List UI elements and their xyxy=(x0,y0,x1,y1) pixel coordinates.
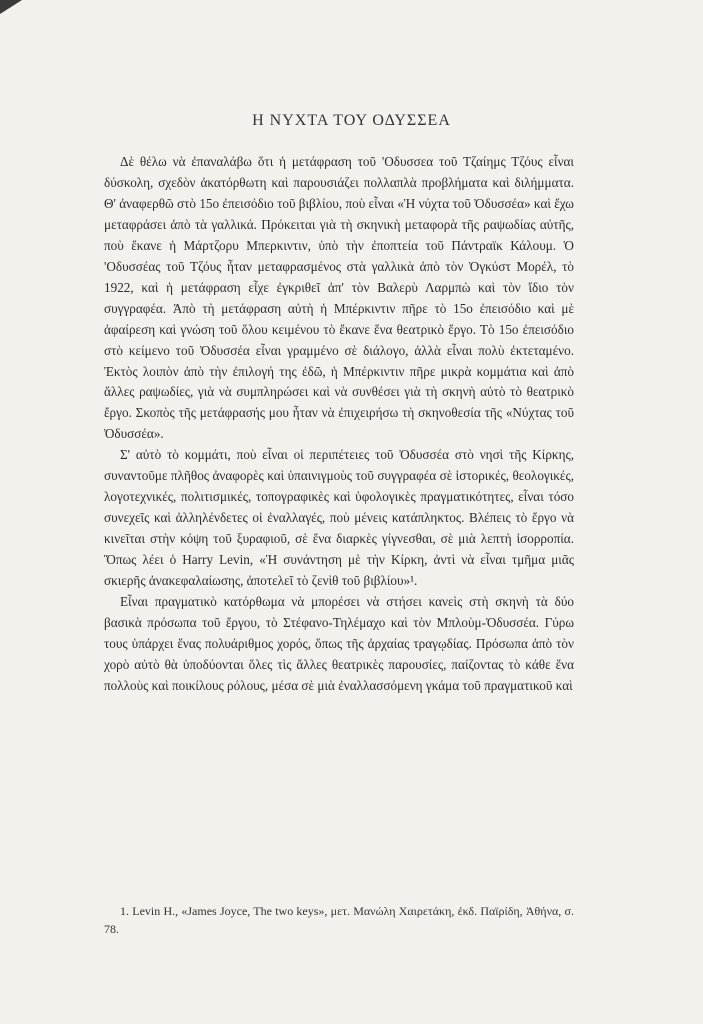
footnote xyxy=(104,902,574,938)
paragraph-1: Δὲ θέλω νὰ ἐπαναλάβω ὅτι ἡ μετάφραση τοῦ 'Οδυσσεα τοῦ Τζαίημς Τζόυς εἶναι δύσκολη, σχεδὸν ἀκατόρθωτη καὶ παρουσιάζει πολλαπλὰ προβλήματα καὶ διλήμματα. Θ' ἀναφερθῶ στὸ 15ο ἐπεισόδιο τοῦ βιβλίου, ποὺ εἶναι «Ἡ νύχτα τοῦ Ὀδυσσέα» καὶ ἔχω μεταφράσει ἀπὸ τὰ γαλλικά. Πρόκειται γιὰ τὴ σκηνικὴ μεταφορὰ τῆς ραψωδίας αὐτῆς, ποὺ ἔκανε ἡ Μάρτζορυ Μπερκιντιν, ὑπὸ τὴν ἐποπτεία τοῦ Πάντραϊκ Κάλουμ. Ὁ 'Οδυσσέας τοῦ Τζόυς ἦταν μεταφρασμένος στὰ γαλλικὰ ἀπὸ τὸν Ὀγκύστ Μορέλ, τὸ 1922, καὶ ἡ μετάφραση εἶχε ἐγκριθεῖ ἀπ' τὸν Βαλερὺ Λαρμπὼ καὶ τὸν ἴδιο τὸν συγγραφέα. Ἀπὸ τὴ μετάφραση αὐτὴ ἡ Μπέρκιντιν πῆρε τὸ 15ο ἐπεισόδιο καὶ μὲ ἀφαίρεση καὶ γνώση τοῦ ὅλου κειμένου τὸ ἔκανε ἕνα θεατρικὸ ἔργο. Τὸ 15ο ἐπεισόδιο στὸ κείμενο τοῦ Ὀδυσσέα εἶναι γραμμένο σὲ διάλογο, ἀλλὰ εἶναι πολὺ ἐκτεταμένο. Ἐκτὸς λοιπὸν ἀπὸ τὴν ἐπιλογή της ἐδῶ, ἡ Μπέρκιντιν πῆρε μικρὰ κομμάτια καὶ ἀπὸ ἄλλες ραψωδίες, γιὰ νὰ συμπληρώσει καὶ νὰ συνθέσει γιὰ τὴ σκηνὴ αὐτὸ τὸ θεατρικὸ ἔργο. Σκοπὸς τῆς μετάφρασής μου ἦταν νὰ ἐπιχειρήσω τὴ σκηνοθεσία τῆς «Νύχτας τοῦ Ὀδυσσέα». xyxy=(104,154,574,442)
paragraph-2: Σ' αὐτὸ τὸ κομμάτι, ποὺ εἶναι οἱ περιπέτειες τοῦ Ὀδυσσέα στὸ νησὶ τῆς Κίρκης, συναντοῦμε πλῆθος ἀναφορὲς καὶ ὑπαινιγμοὺς τοῦ συγγραφέα σὲ ἱστορικές, θεολογικές, λογοτεχνικές, πολιτισμικές, τοπογραφικὲς καὶ ὑφολογικὲς πραγματικότητες, εἶναι τόσο συνεχεῖς καὶ ἀλληλένδετες οἱ ἐναλλαγές, ποὺ μένεις κατάπληκτος. Βλέπεις τὸ ἔργο νὰ κινεῖται στὴν κόψη τοῦ ξυραφιοῦ, σὲ ἕνα διαρκὲς γίγνεσθαι, σὲ μιὰ λεπτὴ ἰσορροπία. Ὅπως λέει ὁ Harry Levin, «Ἡ συνάντηση μὲ τὴν Κίρκη, ἀντὶ νὰ εἶναι τμῆμα μιᾶς σκιερῆς ἀνακεφαλαίωσης, ἀποτελεῖ τὸ ζενὶθ τοῦ βιβλίου»¹. xyxy=(104,447,574,589)
chapter-title: Η ΝΥΧΤΑ ΤΟΥ ΟΔΥΣΣΕΑ xyxy=(252,112,451,129)
paragraph-3: Εἶναι πραγματικὸ κατόρθωμα νὰ μπορέσει νὰ στήσει κανεὶς στὴ σκηνὴ τὰ δύο βασικὰ πρόσωπα τοῦ ἔργου, τὸ Στέφανο-Τηλέμαχο καὶ τὸν Μπλοὺμ-Ὀδυσσέα. Γύρω τους ὑπάρχει ἕνας πολυάριθμος χορός, ὅπως τῆς ἀρχαίας τραγῳδίας. Πρόσωπα ἀπὸ τὸν χορὸ αὐτὸ θὰ ὑποδύονται ὅλες τὶς ἄλλες θεατρικὲς παρουσίες, παίζοντας τὸ κάθε ἕνα πολλοὺς καὶ ποικίλους ρόλους, μέσα σὲ μιὰ ἐναλλασσόμενη γκάμα τοῦ πραγματικοῦ καὶ xyxy=(104,594,574,693)
main-text xyxy=(104,152,574,697)
footnote-text: 1. Levin H., «James Joyce, The two keys», μετ. Μανώλη Χαιρετάκη, ἐκδ. Παϊρίδη, Ἀθήνα, σ. 78. xyxy=(104,904,574,936)
